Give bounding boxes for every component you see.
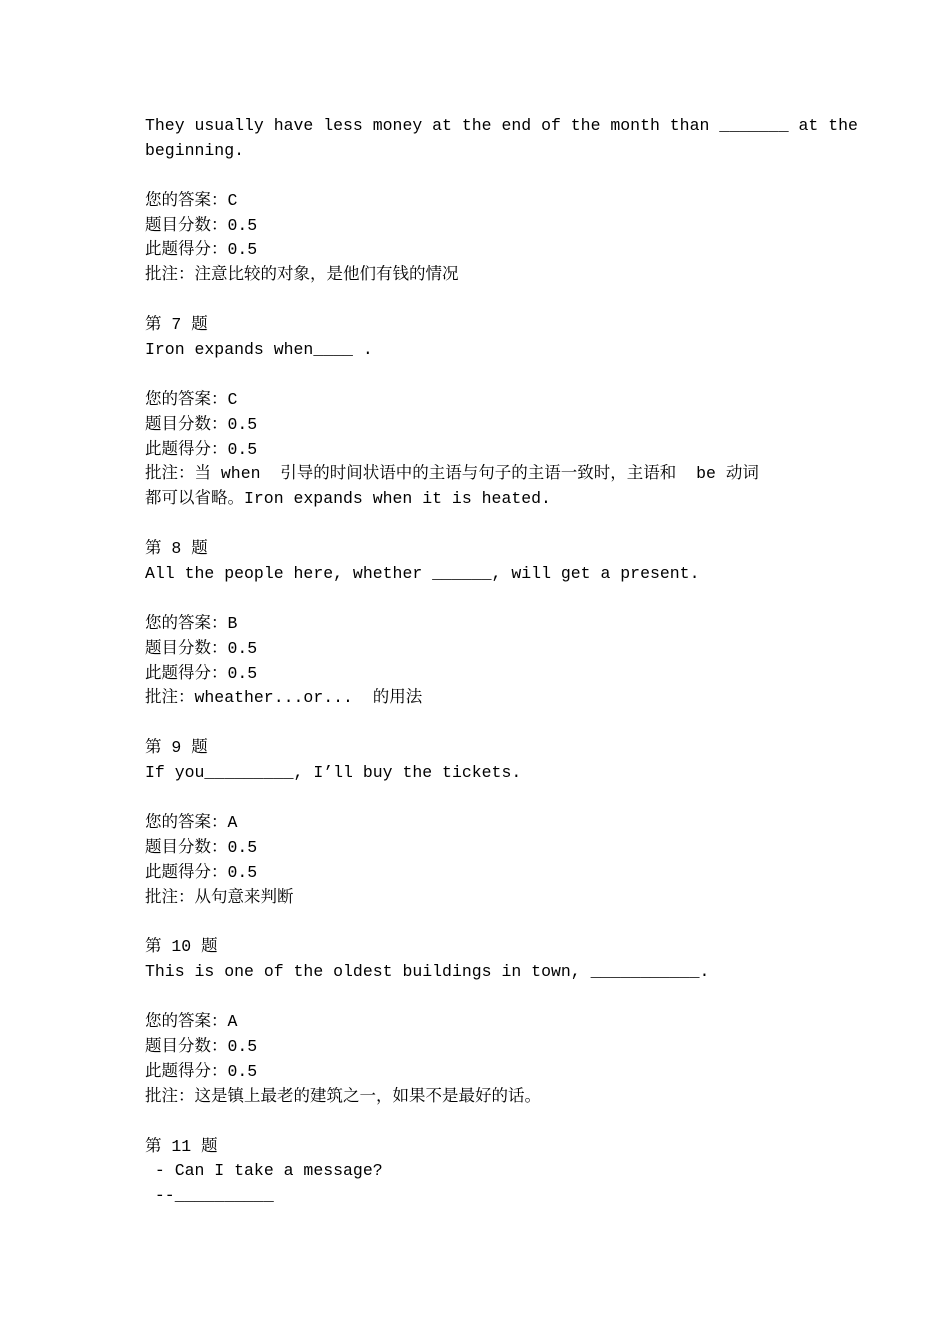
annotation-continued: 都可以省略。Iron expands when it is heated. <box>145 489 551 509</box>
question-text-continued: beginning. <box>145 140 245 160</box>
your-answer: 您的答案：C <box>145 389 238 409</box>
dialogue-line: - Can I take a message? <box>145 1161 383 1181</box>
question-score: 此题得分：0.5 <box>145 1061 258 1081</box>
spacer <box>145 512 810 537</box>
question-score: 此题得分：0.5 <box>145 439 258 459</box>
document-body <box>145 114 858 1209</box>
annotation: 批注：wheather...or... 的用法 <box>145 688 423 708</box>
your-answer: 您的答案：A <box>145 1012 238 1032</box>
your-answer: 您的答案：C <box>145 190 238 210</box>
question-points: 题目分数：0.5 <box>145 1036 258 1056</box>
spacer <box>145 288 810 313</box>
spacer <box>145 911 810 936</box>
annotation: 批注：从句意来判断 <box>145 887 294 907</box>
question-number: 第 10 题 <box>145 937 218 957</box>
your-answer: 您的答案：B <box>145 613 238 633</box>
annotation: 批注：注意比较的对象，是他们有钱的情况 <box>145 265 459 285</box>
question-block-6 <box>145 114 858 288</box>
question-text: If you_________, I’ll buy the tickets. <box>145 763 522 783</box>
question-block-8 <box>145 537 810 711</box>
question-score: 此题得分：0.5 <box>145 240 258 260</box>
question-points: 题目分数：0.5 <box>145 837 258 857</box>
question-number: 第 8 题 <box>145 539 208 559</box>
your-answer: 您的答案：A <box>145 812 238 832</box>
question-block-9 <box>145 736 810 910</box>
question-text: This is one of the oldest buildings in town, ___________. <box>145 962 710 982</box>
annotation: 批注：这是镇上最老的建筑之一，如果不是最好的话。 <box>145 1086 541 1106</box>
question-number: 第 11 题 <box>145 1136 218 1156</box>
question-points: 题目分数：0.5 <box>145 414 258 434</box>
spacer <box>145 985 810 1010</box>
question-points: 题目分数：0.5 <box>145 638 258 658</box>
question-block-7 <box>145 313 810 512</box>
question-points: 题目分数：0.5 <box>145 215 258 235</box>
spacer <box>145 587 810 612</box>
annotation: 批注：当 when 引导的时间状语中的主语与句子的主语一致时，主语和 be 动词 <box>145 464 759 484</box>
question-number: 第 9 题 <box>145 738 208 758</box>
question-text: Iron expands when____ . <box>145 340 373 360</box>
spacer <box>145 363 810 388</box>
question-block-10 <box>145 935 810 1109</box>
spacer <box>145 711 810 736</box>
spacer <box>145 786 810 811</box>
spacer <box>145 1110 810 1135</box>
question-score: 此题得分：0.5 <box>145 862 258 882</box>
dialogue-line: --__________ <box>145 1186 274 1206</box>
question-score: 此题得分：0.5 <box>145 663 258 683</box>
question-number: 第 7 题 <box>145 315 208 335</box>
question-text: All the people here, whether ______, will get a present. <box>145 564 700 584</box>
spacer <box>145 164 810 189</box>
question-block-11 <box>145 1135 810 1210</box>
question-text: They usually have less money at the end of the month than _______ at the <box>145 116 858 135</box>
